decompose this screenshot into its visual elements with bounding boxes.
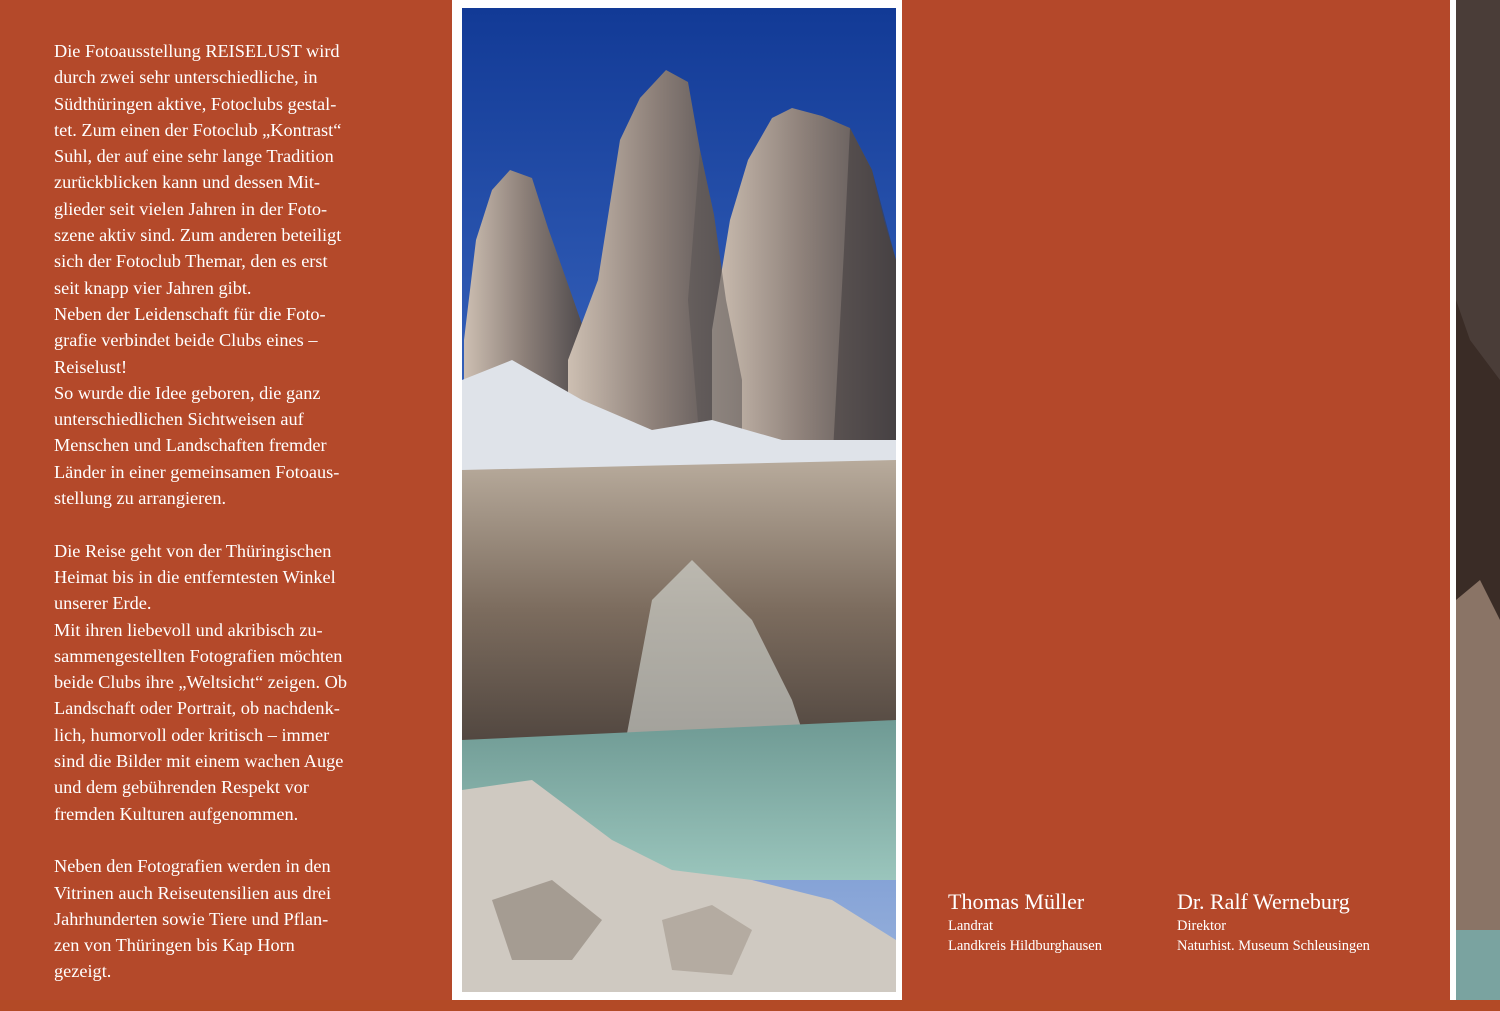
paragraph-line: Landschaft oder Portrait, ob nachdenk- bbox=[54, 698, 340, 719]
edge-photo-strip bbox=[1450, 0, 1500, 1000]
paragraph-line: gezeigt. bbox=[54, 961, 112, 982]
paragraph-line: grafie verbindet beide Clubs eines – bbox=[54, 330, 318, 351]
paragraph-line: So wurde die Idee geboren, die ganz bbox=[54, 382, 321, 403]
paragraph-line: Jahrhunderten sowie Tiere und Pflan- bbox=[54, 908, 329, 929]
intro-paragraph bbox=[54, 38, 411, 511]
paragraph-line: zen von Thüringen bis Kap Horn bbox=[54, 935, 295, 956]
paragraph-line: Menschen und Landschaften fremder bbox=[54, 435, 327, 456]
paragraph-line: Länder in einer gemeinsamen Fotoaus- bbox=[54, 461, 340, 482]
signature-organization: Landkreis Hildburghausen bbox=[948, 938, 1102, 954]
intro-paragraph bbox=[54, 853, 411, 984]
signature-name: Thomas Müller bbox=[948, 889, 1085, 914]
paragraph-line: Die Fotoausstellung REISELUST wird bbox=[54, 41, 340, 61]
paragraph-line: Reiselust! bbox=[54, 356, 128, 377]
left-text-panel bbox=[0, 0, 452, 1000]
signature-role: Direktor bbox=[1177, 918, 1227, 934]
intro-paragraph bbox=[54, 538, 411, 827]
torres-del-paine-photo bbox=[452, 0, 902, 1000]
paragraph-line: zurückblicken kann und dessen Mit- bbox=[54, 172, 321, 193]
paragraph-line: sammengestellten Fotografien möchten bbox=[54, 645, 343, 666]
paragraph-line: Südthüringen aktive, Fotoclubs gestal- bbox=[54, 93, 337, 114]
paragraph-line: Mit ihren liebevoll und akribisch zu- bbox=[54, 619, 323, 640]
paragraph-line: Die Reise geht von der Thüringischen bbox=[54, 540, 332, 561]
paragraph-line: stellung zu arrangieren. bbox=[54, 488, 227, 509]
paragraph-line: und dem gebührenden Respekt vor bbox=[54, 777, 309, 798]
paragraph-line: Neben der Leidenschaft für die Foto- bbox=[54, 303, 326, 324]
paragraph-line: Suhl, der auf eine sehr lange Tradition bbox=[54, 146, 334, 167]
paragraph-line: Vitrinen auch Reiseutensilien aus drei bbox=[54, 882, 332, 903]
paragraph-line: beide Clubs ihre „Weltsicht“ zeigen. Ob bbox=[54, 672, 347, 693]
paragraph-line: Neben den Fotografien werden in den bbox=[54, 856, 331, 877]
edge-photo bbox=[1450, 0, 1500, 1000]
signature-role: Landrat bbox=[948, 918, 994, 934]
paragraph-line: unserer Erde. bbox=[54, 593, 152, 614]
invitation-panel bbox=[902, 0, 1450, 1000]
paragraph-line: Heimat bis in die entferntesten Winkel bbox=[54, 566, 336, 587]
paragraph-line: sind die Bilder mit einem wachen Auge bbox=[54, 751, 344, 772]
mountain-photo bbox=[452, 0, 902, 1000]
paragraph-line: seit knapp vier Jahren gibt. bbox=[54, 277, 252, 298]
signature-name: Dr. Ralf Werneburg bbox=[1177, 889, 1350, 914]
paragraph-line: durch zwei sehr unterschiedliche, in bbox=[54, 67, 318, 88]
paragraph-line: unterschiedlichen Sichtweisen auf bbox=[54, 409, 304, 430]
paragraph-line: szene aktiv sind. Zum anderen beteiligt bbox=[54, 225, 342, 246]
signature-director bbox=[1177, 888, 1370, 956]
paragraph-line: glieder seit vielen Jahren in der Foto- bbox=[54, 198, 328, 219]
intro-paragraphs bbox=[54, 38, 411, 1011]
signature-organization: Naturhist. Museum Schleusingen bbox=[1177, 938, 1370, 954]
paragraph-line: fremden Kulturen aufgenommen. bbox=[54, 803, 299, 824]
signature-landrat bbox=[948, 888, 1102, 956]
paragraph-line: sich der Fotoclub Themar, den es erst bbox=[54, 251, 328, 272]
paragraph-line: tet. Zum einen der Fotoclub „Kontrast“ bbox=[54, 119, 342, 140]
paragraph-line: lich, humorvoll oder kritisch – immer bbox=[54, 724, 330, 745]
